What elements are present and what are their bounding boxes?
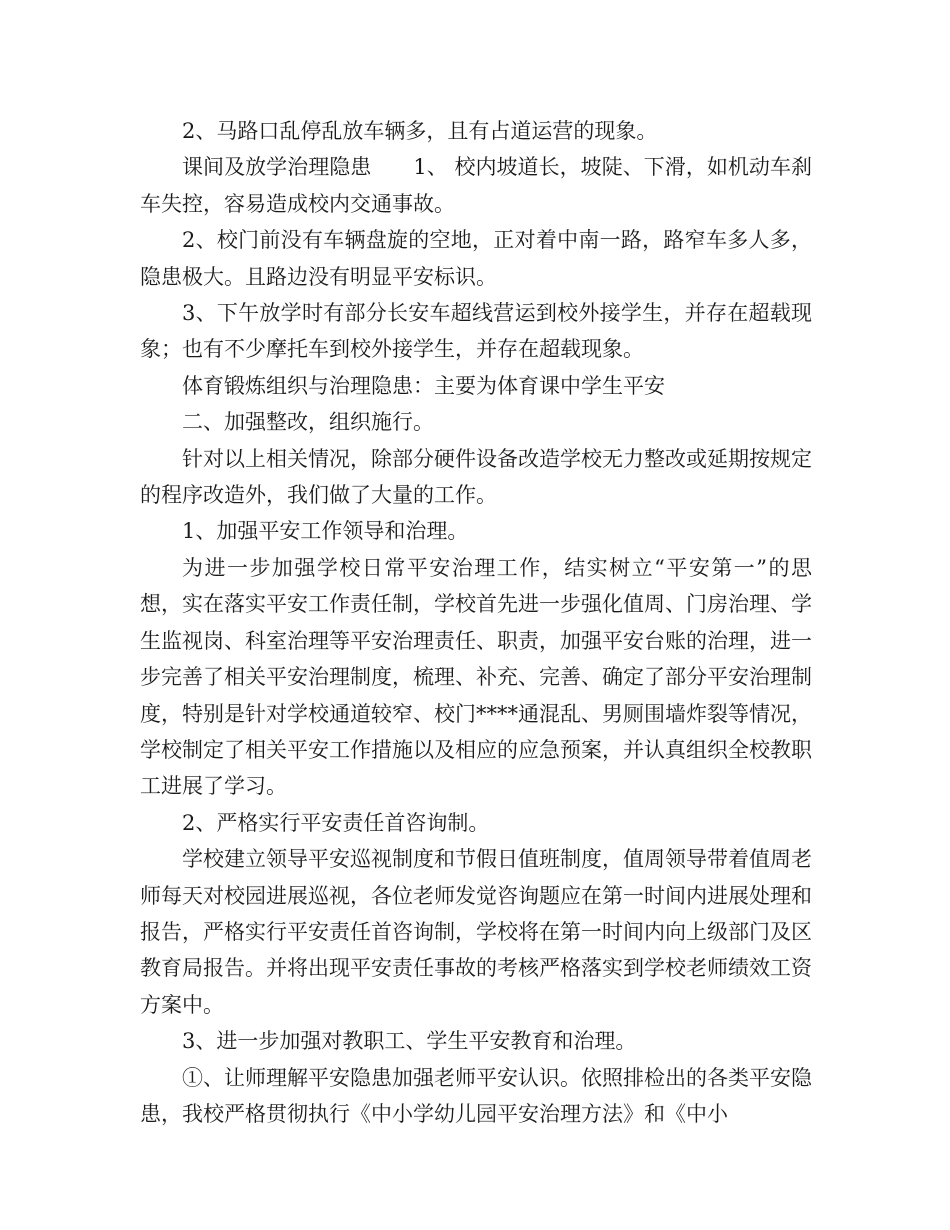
paragraph-text: 1、 校内坡道长，坡陡、下滑，如机动车刹车失控，容易造成校内交通事故。 <box>140 155 812 216</box>
subheading-responsibility: 2、严格实行平安责任首咨询制。 <box>182 810 490 835</box>
paragraph-lead: 课间及放学治理隐患 <box>182 155 372 180</box>
subheading-education: 3、进一步加强对教职工、学生平安教育和治理。 <box>182 1029 637 1054</box>
section-heading-rectification: 二、加强整改，组织施行。 <box>182 410 434 435</box>
subheading-leadership: 1、加强平安工作领导和治理。 <box>182 519 469 544</box>
paragraph-gate-space: 2、校门前没有车辆盘旋的空地，正对着中南一路，路窄车多人多，隐患极大。且路边没有明显平安标识。 <box>140 228 812 289</box>
paragraph-recess-hazard <box>140 149 812 222</box>
paragraph-leadership-detail: 为进一步加强学校日常平安治理工作，结实树立“平安第一”的思想，实在落实平安工作责任制，学校首先进一步强化值周、门房治理、学生监视岗、科室治理等平安治理责任、职责，加强平安台账的治理，进一步完善了相关平安治理制度，梳理、补充、完善、确定了部分平安治理制度，特别是针对学校通道较窄、校门****通混乱、男厕围墙炸裂等情况，学校制定了相关平安工作措施以及相应的应急预案，并认真组织全校教职工进展了学习。 <box>140 555 812 799</box>
paragraph-work-summary: 针对以上相关情况，除部分硬件设备改造学校无力整改或延期按规定的程序改造外，我们做了大量的工作。 <box>140 446 812 508</box>
paragraph-responsibility-detail: 学校建立领导平安巡视制度和节假日值班制度，值周领导带着值周老师每天对校园进展巡视，各位老师发觉咨询题应在第一时间内进展处理和报告，严格实行平安责任首咨询制，学校将在第一时间内向上级部门及区教育局报告。并将出现平安责任事故的考核严格落实到学校老师绩效工资方案中。 <box>140 847 812 1017</box>
paragraph-education-detail: ①、让师理解平安隐患加强老师平安认识。依照排检出的各类平安隐患，我校严格贯彻执行《中小学幼儿园平安治理方法》和《中小 <box>140 1065 812 1126</box>
paragraph-pe-hazard: 体育锻炼组织与治理隐患：主要为体育课中学生平安 <box>182 373 665 398</box>
paragraph-overload: 3、下午放学时有部分长安车超线营运到校外接学生，并存在超载现象；也有不少摩托车到校外接学生，并存在超载现象。 <box>140 301 812 362</box>
document-body <box>140 113 812 1132</box>
paragraph-road-parking: 2、马路口乱停乱放车辆多，且有占道运营的现象。 <box>182 119 658 143</box>
